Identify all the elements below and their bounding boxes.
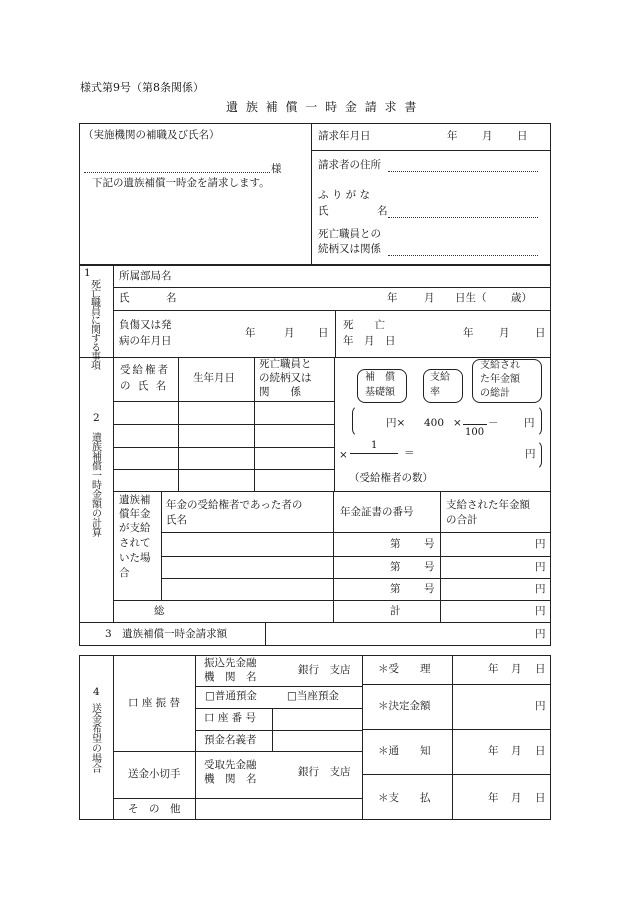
death-label-1: 死 亡 <box>343 319 385 331</box>
total-yen-3: 円 <box>535 583 546 595</box>
pension-label-6: 合 <box>119 567 130 579</box>
relation-label-2: 続柄又は関係 <box>318 243 381 255</box>
death-month[interactable]: 月 <box>499 327 510 339</box>
admin-receipt-month: 月 <box>511 663 522 675</box>
section1-label: 死亡職員に関する事項 <box>88 279 100 369</box>
formula-rate-1: 支給 <box>430 372 450 383</box>
admin-payment-year: 年 <box>488 792 499 804</box>
formula-400: 400 <box>424 417 445 429</box>
address-label: 請求者の住所 <box>318 159 381 171</box>
form-number: 様式第9号（第8条関係） <box>80 81 204 94</box>
formula-minus: － <box>488 417 499 429</box>
col-relation-3: 関 係 <box>259 386 301 398</box>
admin-notice-month: 月 <box>511 745 522 757</box>
formula-paid-3: の総計 <box>480 388 510 399</box>
page-title: 遺 族 補 償 一 時 金 請 求 書 <box>226 100 419 114</box>
formula-paid-2: た年金額 <box>480 374 520 385</box>
admin-receipt-day: 日 <box>535 663 546 675</box>
col-pension-name-2: 氏名 <box>166 514 187 526</box>
formula-count-label: （受給権者の数） <box>349 472 433 484</box>
formula-rate-2: 率 <box>430 387 440 398</box>
sama-label: 様 <box>271 163 282 175</box>
admin-notice-day: 日 <box>535 745 546 757</box>
request-day[interactable]: 日 <box>517 130 528 142</box>
ordinary-deposit-checkbox[interactable]: □普通預金 <box>205 690 257 702</box>
remittance-box <box>79 655 551 820</box>
admin-payment-day: 日 <box>535 792 546 804</box>
admin-payment: ＊支 払 <box>378 792 431 804</box>
col-birthdate: 生年月日 <box>193 372 235 384</box>
injury-year[interactable]: 年 <box>245 327 256 339</box>
account-number-label: 口 座 番 号 <box>204 712 257 724</box>
age-suffix[interactable]: 歳） <box>511 292 532 304</box>
name-shi: 氏 <box>318 205 329 217</box>
relation-label-1: 死亡職員との <box>318 228 381 240</box>
col-pension-total-2: の合計 <box>446 514 478 526</box>
section1-number: 1 <box>84 267 91 279</box>
formula-paid-1: 支給され <box>480 360 520 371</box>
request-statement: 下記の遺族補償一時金を請求します。 <box>92 177 270 189</box>
request-date-label: 請求年月日 <box>318 130 371 142</box>
bank-name-label-1: 振込先金融 <box>204 657 257 669</box>
col-pension-total-1: 支給された年金額 <box>446 499 530 511</box>
col-pension-name-1: 年金の受給権者であった者の <box>166 499 303 511</box>
cert-go-2: 号 <box>424 561 435 573</box>
section3-label: 3 遺族補償一時金請求額 <box>105 628 228 640</box>
formula-yen-2: 円 <box>525 448 536 460</box>
admin-receipt-year: 年 <box>488 663 499 675</box>
pension-label-5: いた場 <box>119 552 151 564</box>
cert-dai-1: 第 <box>390 538 401 550</box>
section3-yen: 円 <box>535 628 546 640</box>
bank-branch-1[interactable]: 銀行 支店 <box>298 664 351 676</box>
section2-label: 遺族補償一時金額の計算 <box>89 432 101 537</box>
cert-go-3: 号 <box>424 583 435 595</box>
injury-month[interactable]: 月 <box>284 327 295 339</box>
pension-label-1: 遺族補 <box>119 494 151 506</box>
grand-total-sou: 総 <box>154 605 165 617</box>
col-relation-1: 死亡職員と <box>259 358 312 370</box>
dept-label: 所属部局名 <box>119 270 172 282</box>
bank-name-label-2: 機 関 名 <box>204 671 257 683</box>
col-relation-2: の続柄又は <box>259 372 312 384</box>
bank-branch-2[interactable]: 銀行 支店 <box>298 766 351 778</box>
formula-base-2: 基礎額 <box>365 387 395 398</box>
total-yen-1: 円 <box>535 538 546 550</box>
col-beneficiary-name-1: 受給権者 <box>120 364 170 376</box>
top-box <box>79 123 551 265</box>
col-cert-number: 年金証書の番号 <box>340 506 414 518</box>
formula-yen-1: 円 <box>524 417 535 429</box>
formula-base-1: 補 償 <box>365 372 395 383</box>
section4-number: 4 <box>93 686 100 698</box>
admin-decision: ＊決定金額 <box>378 700 431 712</box>
death-year[interactable]: 年 <box>463 327 474 339</box>
admin-notice-year: 年 <box>488 745 499 757</box>
transfer-label: 口 座 振 替 <box>128 697 181 709</box>
birth-year[interactable]: 年 <box>387 292 398 304</box>
admin-payment-month: 月 <box>511 792 522 804</box>
deceased-shi: 氏 <box>119 292 130 304</box>
formula-one: 1 <box>371 440 378 451</box>
admin-receipt: ＊受 理 <box>378 663 431 675</box>
birth-suffix: 日生（ <box>455 292 487 304</box>
injury-label-1: 負傷又は発 <box>119 319 172 331</box>
recv-bank-label-2: 機 関 名 <box>204 773 257 785</box>
formula-equals: ＝ <box>404 447 415 459</box>
grand-total-kei: 計 <box>390 605 401 617</box>
section2-number: 2 <box>93 412 100 424</box>
cert-go-1: 号 <box>424 538 435 550</box>
formula-yen-times: 円× <box>386 417 406 429</box>
cert-dai-2: 第 <box>390 561 401 573</box>
formula-x: × <box>339 449 348 461</box>
grand-total-yen: 円 <box>535 605 546 617</box>
injury-day[interactable]: 日 <box>318 327 329 339</box>
current-deposit-checkbox[interactable]: □当座預金 <box>287 690 339 702</box>
section4-label: 送金希望の場合 <box>89 703 101 773</box>
request-year[interactable]: 年 <box>447 130 458 142</box>
total-yen-2: 円 <box>535 561 546 573</box>
account-holder-label: 預金名義者 <box>204 734 257 746</box>
request-month[interactable]: 月 <box>482 130 493 142</box>
formula-times: × <box>453 417 462 429</box>
pension-label-2: 償年金 <box>119 508 151 520</box>
agency-label: （実施機関の補職及び氏名） <box>83 129 220 141</box>
death-label-2: 年 月 日 <box>343 335 396 347</box>
deceased-mei: 名 <box>166 292 177 304</box>
birth-month[interactable]: 月 <box>424 292 435 304</box>
death-day[interactable]: 日 <box>535 327 546 339</box>
furigana-label: ふ り が な <box>318 189 371 201</box>
formula-100: 100 <box>465 427 485 438</box>
admin-decision-yen: 円 <box>535 700 546 712</box>
name-mei: 名 <box>377 205 388 217</box>
other-label: そ の 他 <box>128 803 181 815</box>
recv-bank-label-1: 受取先金融 <box>204 759 257 771</box>
pension-label-3: が支給 <box>119 522 151 534</box>
col-beneficiary-name-2: の 氏 名 <box>120 380 169 392</box>
pension-label-4: されて <box>119 537 151 549</box>
admin-notice: ＊通 知 <box>378 745 431 757</box>
injury-label-2: 病の年月日 <box>119 335 172 347</box>
cert-dai-3: 第 <box>390 583 401 595</box>
check-label: 送金小切手 <box>128 768 181 780</box>
